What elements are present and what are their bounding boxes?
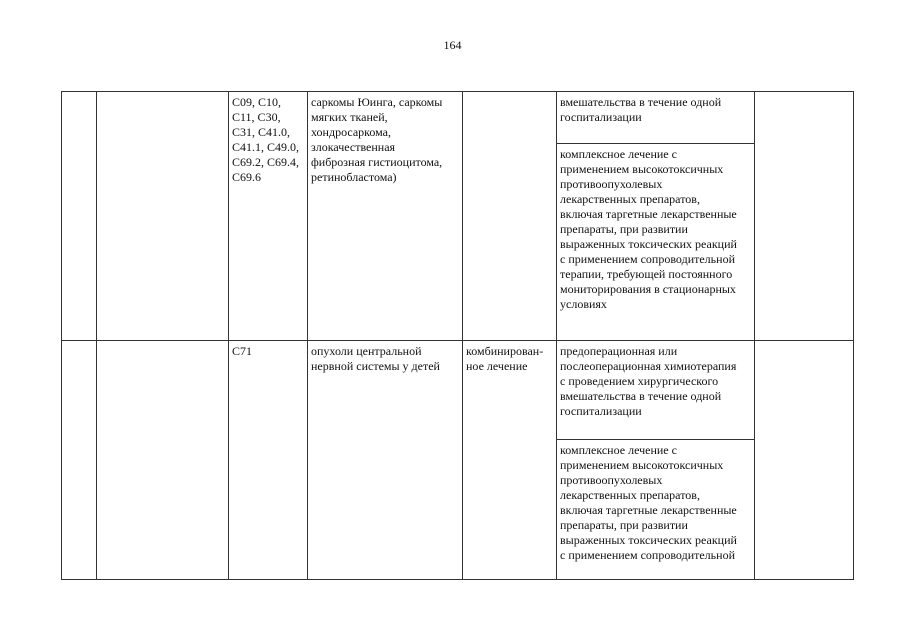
- medical-care-table: [61, 91, 854, 580]
- number-cell: [62, 341, 97, 580]
- treatment-cell: [557, 341, 755, 440]
- icd-codes-cell: [229, 92, 308, 341]
- icd-codes-text: C09, C10, C11, C30, C31, C41.0, C41.1, C49.0, C69.2, C69.4, C69.6: [232, 95, 300, 184]
- patient-model-cell: [463, 341, 557, 580]
- method-cell: [755, 92, 854, 341]
- patient-model-cell: [463, 92, 557, 341]
- method-cell: [755, 341, 854, 580]
- treatment-cell: [557, 440, 755, 580]
- treatment-cell: [557, 144, 755, 341]
- treatment-text: комплексное лечение с применением высокотоксичных противоопухолевых лекарственных препаратов, включая таргетные лекарственные препараты, при развитии выраженных токсических реакций с применением сопроводительной: [560, 443, 737, 562]
- care-type-cell: [97, 341, 229, 580]
- diagnosis-text: саркомы Юинга, саркомы мягких тканей, хондросаркома, злокачественная фиброзная гистиоцитома, ретинобластома): [311, 95, 443, 184]
- treatment-text: вмешательства в течение одной госпитализации: [560, 95, 722, 124]
- treatment-text: комплексное лечение с применением высокотоксичных противоопухолевых лекарственных препаратов, включая таргетные лекарственные препараты, при развитии выраженных токсических реакций с применением сопроводительной терапии, требующей постоянного мониторирования в стационарных условиях: [560, 147, 737, 311]
- icd-codes-cell: [229, 341, 308, 580]
- care-type-cell: [97, 92, 229, 341]
- diagnosis-cell: [308, 92, 463, 341]
- table-row: [62, 341, 854, 440]
- patient-model-text: комбинирован- ное лечение: [466, 344, 544, 373]
- table-row: [62, 92, 854, 144]
- diagnosis-cell: [308, 341, 463, 580]
- page-number: 164: [443, 38, 462, 52]
- number-cell: [62, 92, 97, 341]
- diagnosis-text: опухоли центральной нервной системы у детей: [311, 344, 440, 373]
- icd-codes-text: C71: [232, 344, 253, 358]
- treatment-text: предоперационная или послеоперационная химиотерапия с проведением хирургического вмешательства в течение одной госпитализации: [560, 344, 737, 418]
- treatment-cell: [557, 92, 755, 144]
